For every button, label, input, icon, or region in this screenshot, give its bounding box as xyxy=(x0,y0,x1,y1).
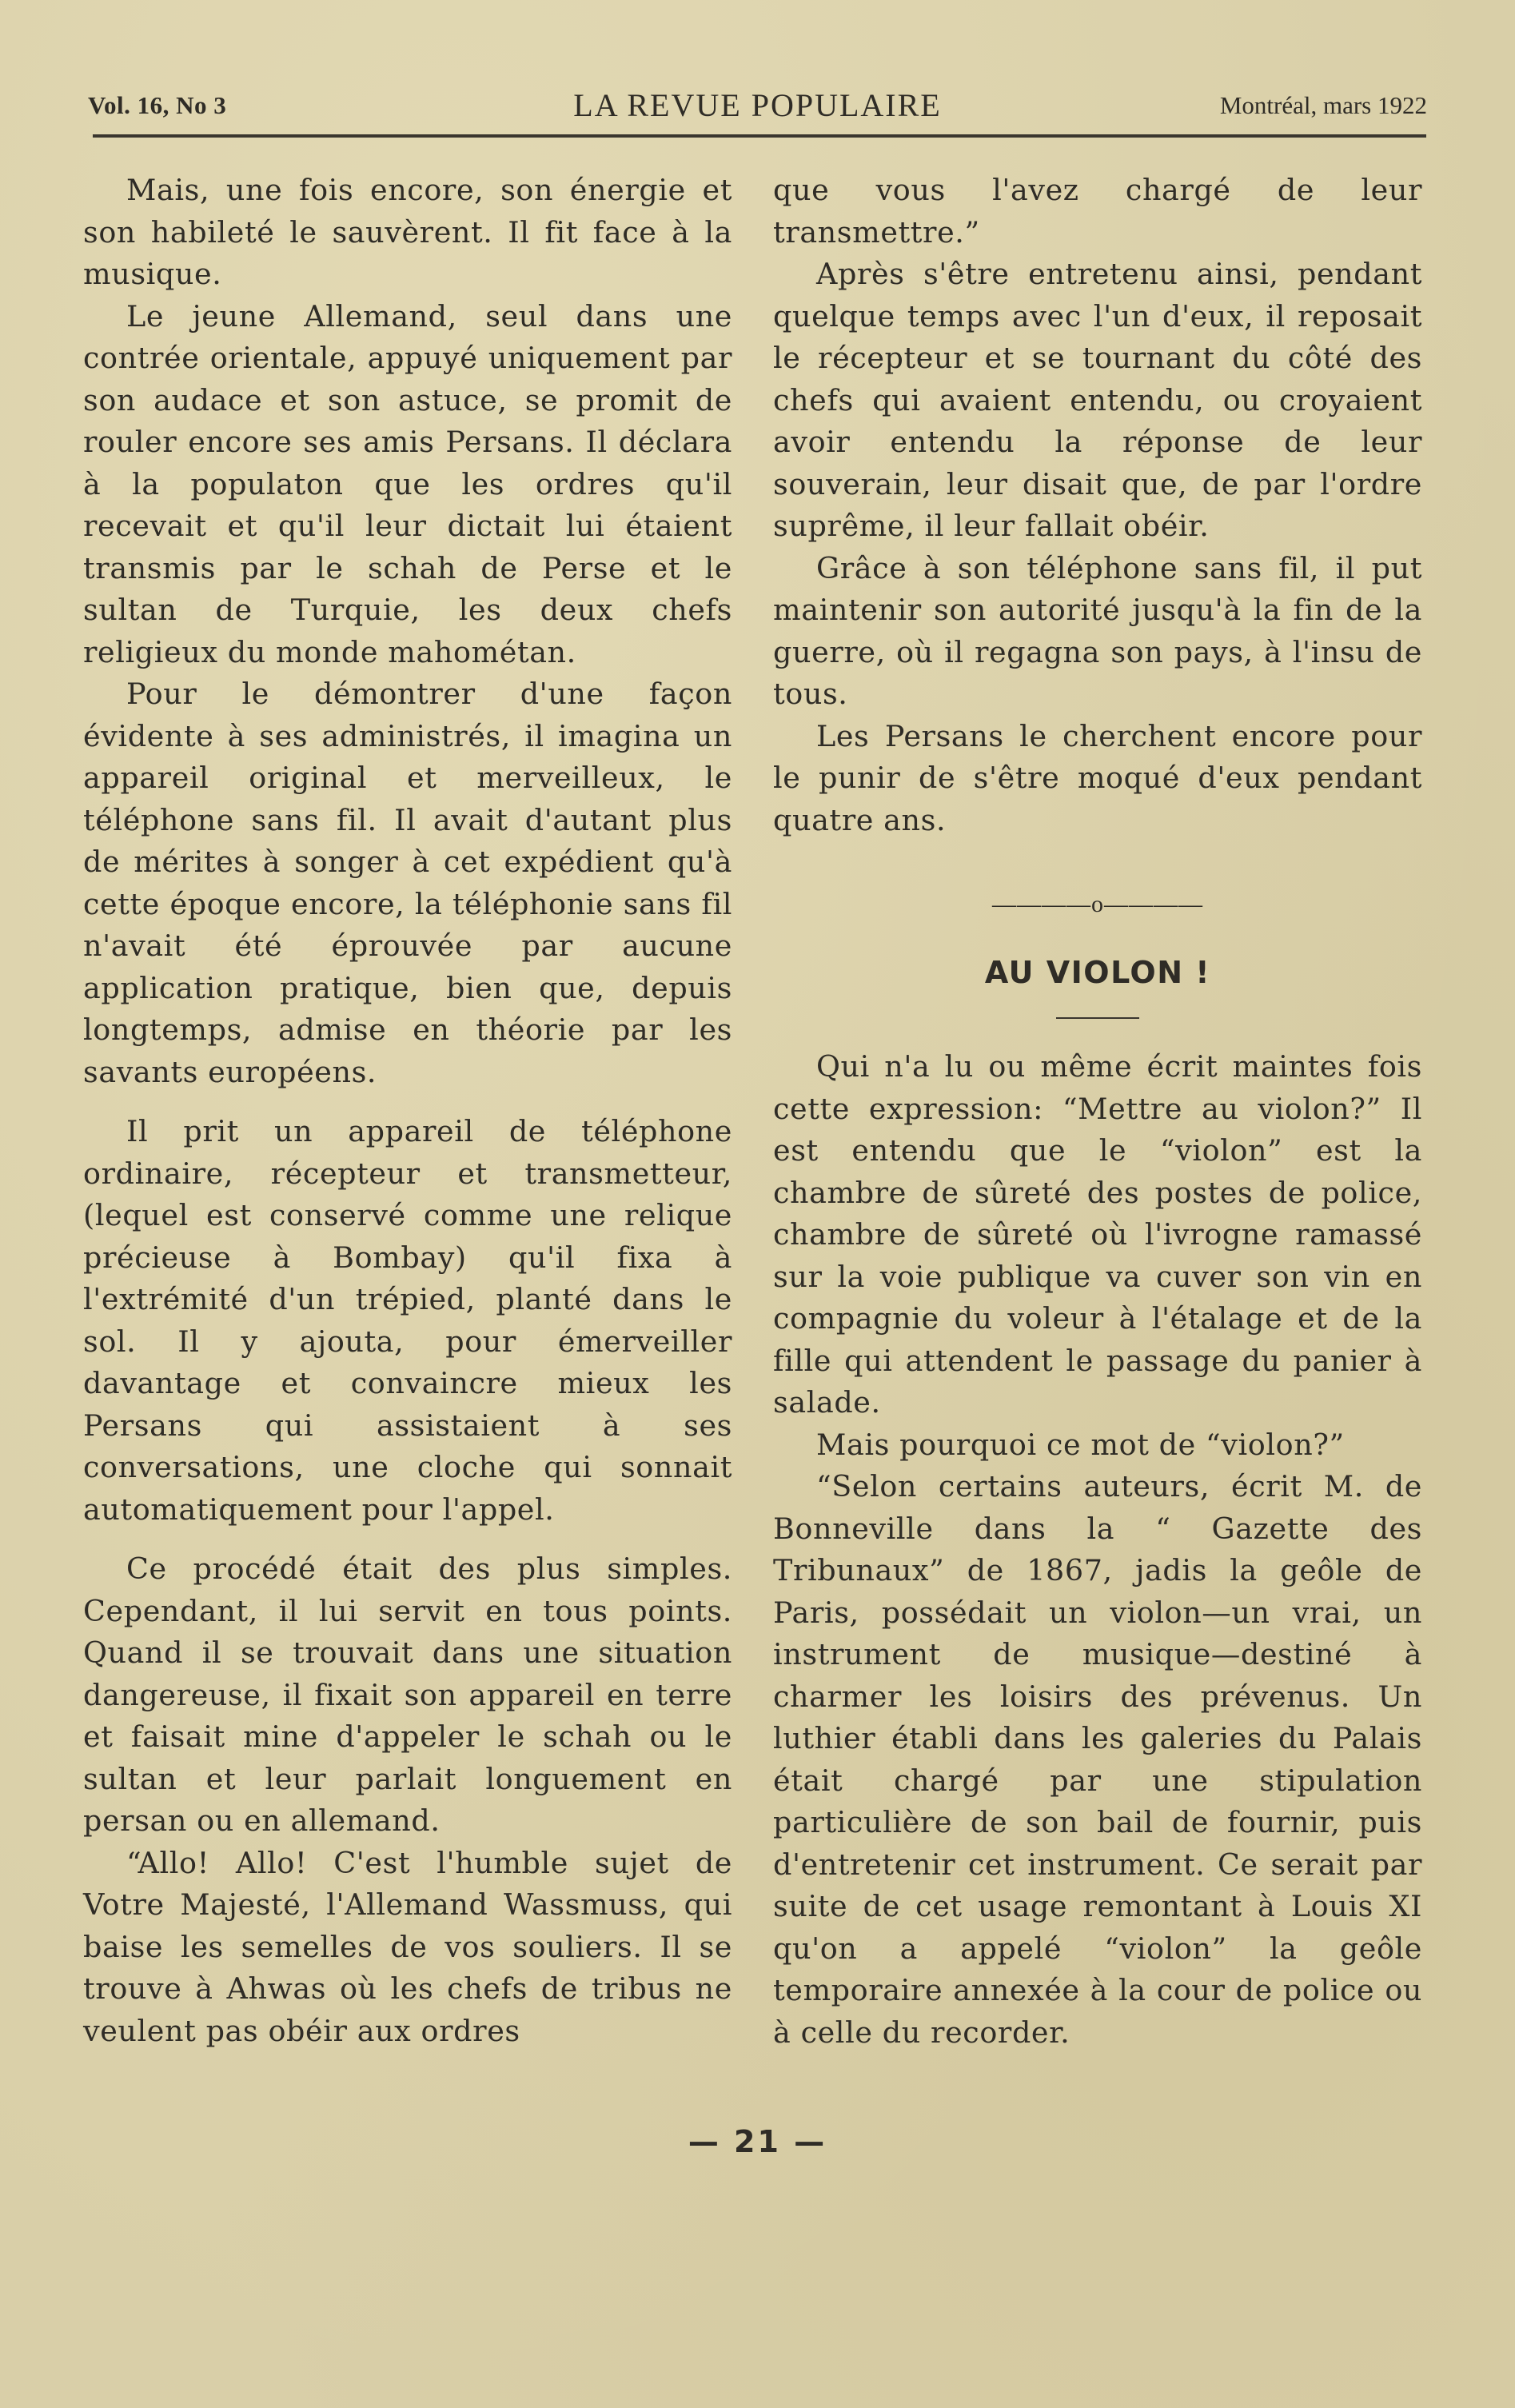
paragraph: Mais, une fois encore, son énergie et son habileté le sauvèrent. Il fit face à la musique. xyxy=(83,173,732,291)
paragraph: Le jeune Allemand, seul dans une contrée orientale, appuyé uniquement par son audace et son astuce, se promit de rouler encore ses amis Persans. Il déclara à la populaton que les ordres qu'il recevait et qu'il leur dictait lui étaient transmis par le schah de Perse et le sultan de Turquie, les deux chefs religieux du monde mahométan. xyxy=(83,298,732,669)
paragraph: “Allo! Allo! C'est l'humble sujet de Votre Majesté, l'Allemand Wassmuss, qui baise les semelles de vos souliers. Il se trouve à Ahwas où les chefs de tribus ne veulent pas obéir aux ordres xyxy=(83,1845,732,2048)
issue-date: Montréal, mars 1922 xyxy=(1219,91,1427,119)
paragraph: Qui n'a lu ou même écrit maintes fois cette expression: “Mettre au violon?” Il est entendu que le “violon” est la chambre de sûreté des postes de police, chambre de sûreté où l'ivrogne ramassé sur la voie publique va cuver son vin en compagnie du voleur à l'étalage et de la fille qui attendent le passage du panier à salade. xyxy=(773,1049,1422,1420)
paragraph: Après s'être entretenu ainsi, pendant quelque temps avec l'un d'eux, il reposait le récepteur et se tournant du côté des chefs qui avaient entendu, ou croyaient avoir entendu la réponse de leur souverain, leur disait que, de par l'ordre suprême, il leur fallait obéir. xyxy=(773,257,1422,543)
publication-title: LA REVUE POPULAIRE xyxy=(573,87,942,123)
paragraph: Mais pourquoi ce mot de “violon?” xyxy=(816,1427,1345,1462)
paragraph: que vous l'avez chargé de leur transmettre.” xyxy=(773,173,1422,250)
paragraph: Ce procédé était des plus simples. Cependant, il lui servit en tous points. Quand il se trouvait dans une situation dangereuse, il fixait son appareil en terre et faisait mine d'appeler le schah ou le sultan et leur parlait longuement en persan ou en allemand. xyxy=(83,1551,732,1838)
right-column xyxy=(773,170,1422,2054)
paragraph: Grâce à son téléphone sans fil, il put maintenir son autorité jusqu'à la fin de la guerre, où il regagna son pays, à l'insu de tous. xyxy=(773,550,1422,711)
page-number: — 21 — xyxy=(688,2124,827,2159)
paragraph: Les Persans le cherchent encore pour le punir de s'être moqué d'eux pendant quatre ans. xyxy=(773,718,1422,837)
section-separator: ————o———— xyxy=(992,891,1203,917)
volume-number: Vol. 16, No 3 xyxy=(88,91,227,119)
paragraph: Pour le démontrer d'une façon évidente à ses administrés, il imagina un appareil original et merveilleux, le téléphone sans fil. Il avait d'autant plus de mérites à songer à cet expédient qu'à cette époque encore, la téléphonie sans fil n'avait été éprouvée par aucune application pratique, bien que, depuis longtemps, admise en théorie par les savants européens. xyxy=(83,677,732,1089)
page-header xyxy=(88,86,1427,125)
section-title: AU VIOLON ! xyxy=(984,955,1211,990)
paragraph: Il prit un appareil de téléphone ordinaire, récepteur et transmetteur, (lequel est conservé comme une relique précieuse à Bombay) qu'il fixa à l'extrémité d'un trépied, planté dans le sol. Il y ajouta, pour émerveiller davantage et convaincre mieux les Persans qui assistaient à ses conversations, une cloche qui sonnait automatiquement pour l'appel. xyxy=(83,1114,732,1527)
left-column xyxy=(83,170,732,2052)
title-rule xyxy=(1056,1017,1139,1019)
header-rule xyxy=(93,134,1426,138)
paragraph: “Selon certains auteurs, écrit M. de Bonneville dans la “ Gazette des Tribunaux” de 1867, jadis la geôle de Paris, possédait un violon—un vrai, un instrument de musique—destiné à charmer les loisirs des prévenus. Un luthier établi dans les galeries du Palais était chargé par une stipulation particulière de son bail de fournir, puis d'entretenir cet instrument. Ce serait par suite de cet usage remontant à Louis XI qu'on a appelé “violon” la geôle temporaire annexée à la cour de police ou à celle du recorder. xyxy=(773,1469,1422,2050)
